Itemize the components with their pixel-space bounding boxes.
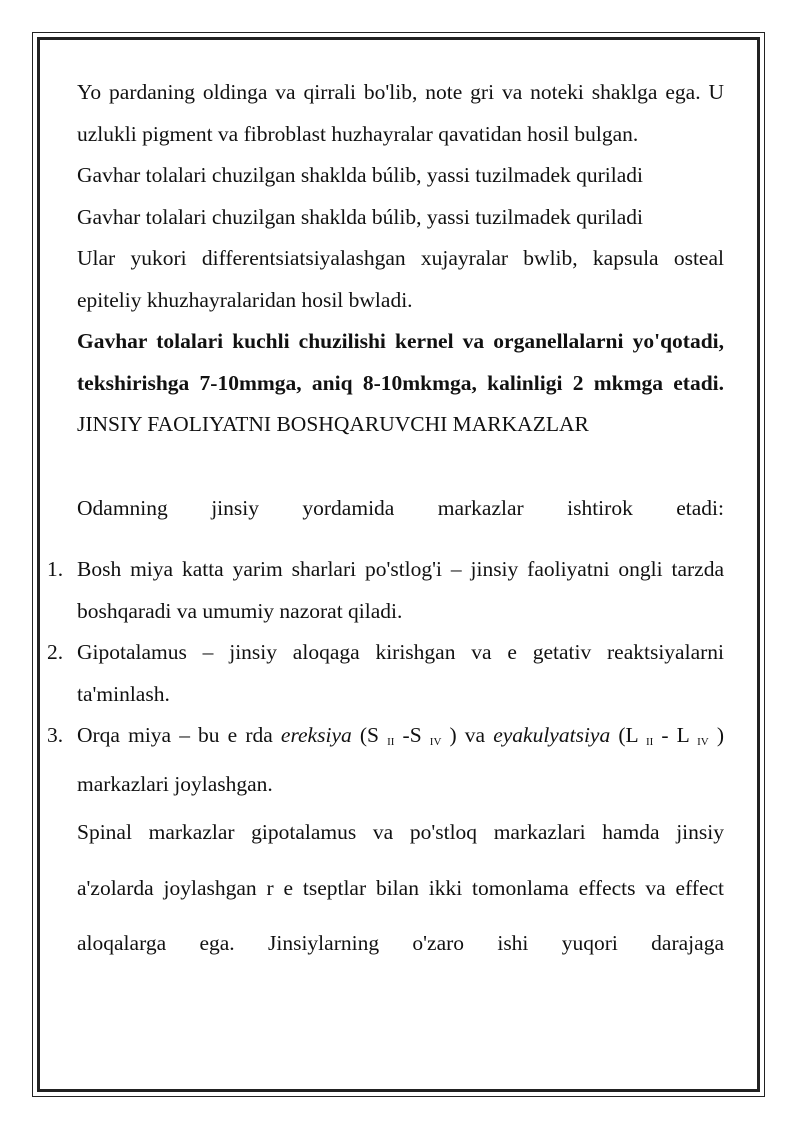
term-ejaculation: eyakulyatsiya	[493, 723, 611, 747]
list-item-text: Gipotalamus – jinsiy aloqaga kirishgan va e getativ reaktsiyalarni ta'minlash.	[77, 640, 724, 706]
subscript: II	[387, 736, 395, 748]
text-segment: - L	[653, 723, 698, 747]
paragraph-lens-fibers-2: Gavhar tolalari chuzilgan shaklda búlib, yassi tuzilmadek quriladi	[77, 204, 644, 229]
paragraph-iris: Yo pardaning oldinga va qirrali bo'lib, note gri va noteki shaklga ega. U uzlukli pigment va fibroblast huzhayralar qavatidan hosil bulgan.	[77, 80, 724, 146]
text-segment: (L	[610, 723, 646, 747]
text-segment: -S	[394, 723, 430, 747]
section-heading: JINSIY FAOLIYATNI BOSHQARUVCHI MARKAZLAR	[77, 412, 589, 436]
spacer	[77, 529, 724, 549]
subscript: IV	[697, 736, 709, 748]
list-number: 2.	[47, 640, 64, 664]
list-item	[47, 549, 724, 632]
term-erection: ereksiya	[280, 723, 352, 747]
list-number: 1.	[47, 557, 64, 581]
bold-text: Gavhar tolalari kuchli chuzilishi kernel va organellalarni yo'qotadi, tekshirishga 7-10mmga, aniq 8-10mkmga, kalinligi 2 mkmga etadi.	[77, 329, 724, 395]
paragraph-differentiated-cells: Ular yukori differentsiatsiyalashgan xujayralar bwlib, kapsula osteal epiteliy khuzhayralaridan hosil bwladi.	[77, 246, 724, 312]
subscript: IV	[429, 736, 442, 748]
subscript: II	[645, 736, 654, 748]
list-item	[47, 715, 725, 805]
numbered-list	[47, 549, 725, 805]
paragraph-lens-fibers-1: Gavhar tolalari chuzilgan shaklda búlib, yassi tuzilmadek quriladi	[77, 163, 644, 187]
paragraph-spinal-centers: Spinal markazlar gipotalamus va po'stloq markazlari hamda jinsiy a'zolarda joylashgan r e tseptlar bilan ikki tomonlama effects va effect aloqalarga ega. Jinsiylarning o'zaro ishi yuqori darajaga	[77, 820, 724, 955]
list-item	[47, 632, 724, 715]
document-body	[47, 72, 725, 972]
text-segment: ) markazlari joylashgan.	[77, 723, 725, 796]
paragraph-intro: Odamning jinsiy yordamida markazlar ishtirok etadi:	[77, 495, 724, 520]
paragraph-lens-stretching	[77, 321, 724, 446]
text-segment: ) va	[441, 723, 494, 747]
list-number: 3.	[47, 723, 64, 747]
list-item-text: Orqa miya – bu e rda	[77, 723, 281, 747]
list-item-text: Bosh miya katta yarim sharlari po'stlog'i – jinsiy faoliyatni ongli tarzda boshqaradi va umumiy nazorat qiladi.	[77, 557, 724, 623]
spacer	[77, 446, 724, 488]
text-segment: (S	[351, 723, 388, 747]
